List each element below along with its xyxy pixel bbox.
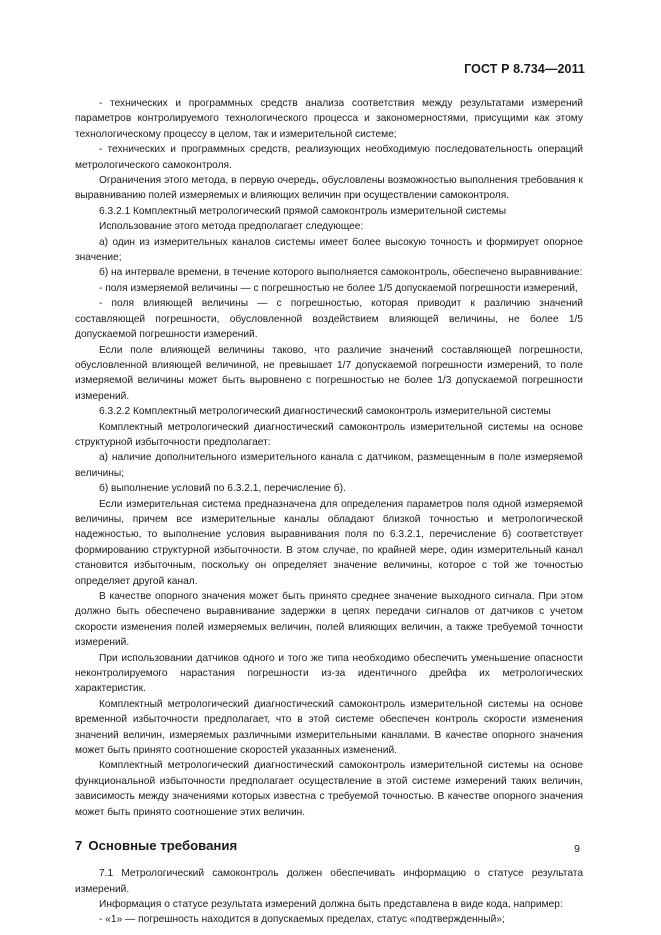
paragraph: Комплектный метрологический диагностический самоконтроль измерительной системы на основе структурной избыточности предполагает: — [75, 421, 583, 448]
paragraph: В качестве опорного значения может быть принято среднее значение выходного сигнала. При этом должно быть обеспечено выравнивание задержки в цепях передачи сигналов от датчиков с учетом скорости изменения полей измеряемых величин, полей влияющих величин, а также требуемой точности измерений. — [75, 591, 583, 649]
list-item: - поля влияющей величины — с погрешностью, которая приводит к различию значений составляющей погрешности, обусловленной воздействием влияющей величины, не более 1/5 допускаемой погрешности измерений. — [75, 298, 583, 341]
document-body — [75, 96, 583, 928]
page-number: 9 — [574, 843, 580, 855]
subsection-heading: 6.3.2.1 Комплектный метрологический прямой самоконтроль измерительной системы — [99, 205, 507, 217]
list-item: б) на интервале времени, в течение которого выполняется самоконтроль, обеспечено выравнивание: — [99, 267, 583, 279]
list-item: а) один из измерительных каналов системы имеет более высокую точность и формирует опорное значение; — [75, 236, 583, 264]
paragraph: Информация о статусе результата измерений должна быть представлена в виде кода, например: — [99, 898, 563, 910]
paragraph: - технических и программных средств, реализующих необходимую последовательность операций метрологического самоконтроля. — [75, 144, 583, 171]
list-item: б) выполнение условий по 6.3.2.1, перечисление б). — [99, 483, 346, 495]
paragraph: 7.1 Метрологический самоконтроль должен обеспечивать информацию о статусе результата измерений. — [75, 868, 583, 895]
paragraph: Комплектный метрологический диагностический самоконтроль измерительной системы на основе временной избыточности предполагает, что в этой системе обеспечен контроль скорости изменения значений величин, измеряемых различными измерительными каналами. В качестве опорного значения может быть принято соотношение скоростей указанных изменений. — [75, 698, 583, 757]
list-item: - поля измеряемой величины — с погрешностью не более 1/5 допускаемой погрешности измерений, — [99, 282, 578, 294]
subsection-heading: 6.3.2.2 Комплектный метрологический диагностический самоконтроль измерительной системы — [99, 406, 551, 418]
paragraph: - технических и программных средств анализа соответствия между результатами измерений параметров контролируемого технологического процесса и закономерностями, присущими как этому технологическому процессу в целом, так и измерительной системе; — [75, 98, 583, 140]
document-id-header: ГОСТ Р 8.734—2011 — [464, 62, 585, 76]
section-number: 7 — [75, 838, 83, 854]
paragraph: При использовании датчиков одного и того же типа необходимо обеспечить уменьшение опасности неконтролируемого нарастания погрешности из-за идентичного дрейфа их метрологических характеристик. — [75, 652, 583, 695]
list-item: а) наличие дополнительного измерительного канала с датчиком, размещенным в поле измеряемой величины; — [75, 452, 583, 479]
paragraph: Если поле влияющей величины таково, что различие значений составляющей погрешности, обусловленной влияющей величиной, не превышает 1/7 допускаемой погрешности измерений, то поле измеряемой величины может быть выровнено с погрешностью не более 1/3 допускаемой погрешности измерений. — [75, 344, 583, 402]
paragraph: Использование этого метода предполагает следующее: — [99, 221, 364, 233]
section-heading — [75, 838, 583, 854]
paragraph: Ограничения этого метода, в первую очередь, обусловлены возможностью выполнения требования к выравниванию полей измеряемых и влияющих величин при осуществлении самоконтроля. — [75, 175, 583, 202]
section-title: Основные требования — [88, 838, 238, 854]
paragraph: Комплектный метрологический диагностический самоконтроль измерительной системы на основе функциональной избыточности предполагает осуществление в этой системе измерений таких величин, зависимость между значениями которых известна с требуемой точностью. В качестве опорного значения может быть принято соотношение этих величин. — [75, 760, 583, 818]
paragraph: Если измерительная система предназначена для определения параметров поля одной измеряемой величины, причем все измерительные каналы обладают близкой точностью и метрологической надежностью, то выполнение условия выравнивания поля по 6.3.2.1, перечисление б) соответствует формированию структурной избыточности. В этом случае, по крайней мере, один измерительный канал становится избыточным, поскольку он определяет значение величины, которое с той же точностью определяет другой канал. — [75, 498, 583, 587]
list-item: - «1» — погрешность находится в допускаемых пределах, статус «подтвержденный»; — [99, 914, 505, 926]
